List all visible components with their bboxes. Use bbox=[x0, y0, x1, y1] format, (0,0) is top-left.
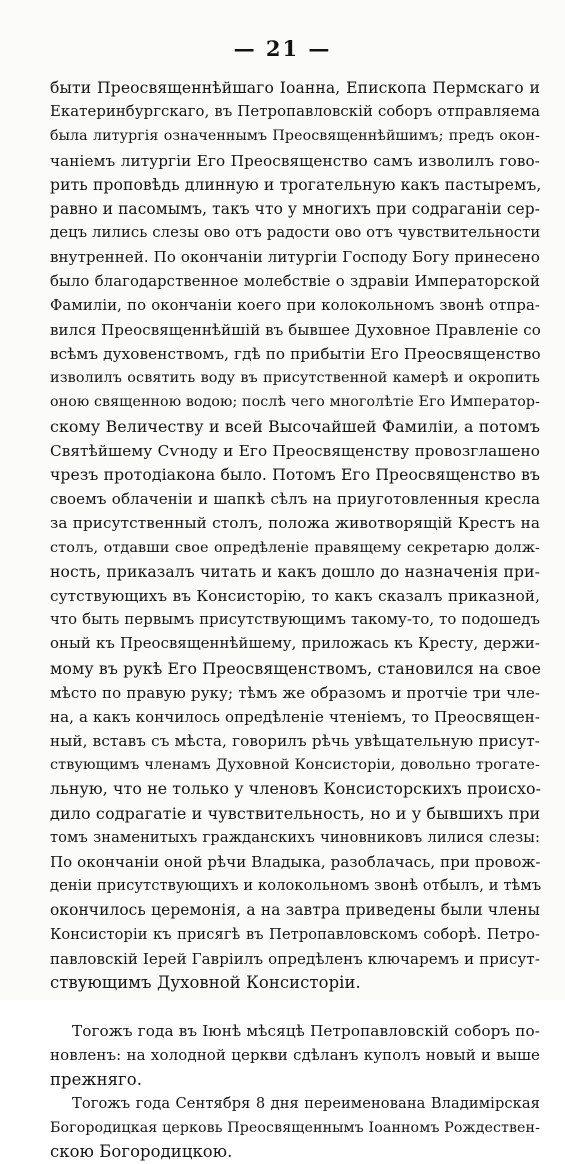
text-line: павловскій Іерей Гавріилъ опредѣленъ ключаремъ и присут- bbox=[50, 949, 540, 968]
text-line: По окончаніи оной рѣчи Владыка, разоблачась, при провож- bbox=[50, 853, 541, 871]
text-line: своемъ облаченіи и шапкѣ сѣлъ на приуготовленныя кресла bbox=[50, 490, 540, 509]
text-line: чаніемъ литургіи Его Преосвященство самъ изволилъ гово- bbox=[50, 151, 540, 170]
text-line: сутствующихъ въ Консисторію, то какъ сказалъ приказной, bbox=[50, 586, 540, 605]
text-line: Святѣйшему Сѵноду и Его Преосвященству провозглашено bbox=[50, 441, 540, 460]
text-line: Фамиліи, по окончаніи коего при колокольномъ звонѣ отпра- bbox=[50, 296, 540, 314]
text-line: льную, что не только у членовъ Консисторскихъ происхо- bbox=[50, 779, 542, 799]
body-text bbox=[50, 76, 540, 1164]
paragraph-3 bbox=[50, 1092, 540, 1164]
text-line: ствующимъ членамъ Духовной Консисторіи, довольно трогате- bbox=[50, 757, 540, 774]
text-line: на, а какъ кончилось опредѣленіе чтеніемъ, то Преосвящен- bbox=[50, 707, 540, 726]
text-line: было благодарственное молебствіе о здравіи Императорской bbox=[50, 272, 540, 290]
text-line: вился Преосвященнѣйшій въ бывшее Духовное Правленіе со bbox=[50, 320, 541, 339]
text-line: Богородицкая церковь Преосвященнымъ Іоанномъ Рождествен- bbox=[50, 1119, 540, 1136]
text-line: столъ, отдавши свое опредѣленіе правящему секретарю долж- bbox=[50, 539, 540, 556]
page-number: — 21 — bbox=[233, 36, 332, 61]
text-line: скому Величеству и всей Высочайшей Фамиліи, а потомъ bbox=[50, 416, 540, 436]
text-line: оною священною водою; послѣ чего многолѣтіе Его Император- bbox=[50, 394, 540, 411]
text-line: ствующимъ Духовной Консисторіи. bbox=[50, 972, 361, 992]
text-line: децъ лились слезы ово отъ радости ово отъ чувствительности bbox=[50, 224, 541, 242]
text-line: всѣмъ духовенствомъ, гдѣ по прибытіи Его Преосвященство bbox=[50, 345, 541, 364]
text-line: оный къ Преосвященнѣйшему, приложась къ Кресту, держи- bbox=[50, 635, 540, 653]
text-line: за присутственный столъ, положа животворящій Крестъ на bbox=[50, 514, 540, 533]
text-line: что быть первымъ присутствующимъ такому-то, то подошедъ bbox=[50, 611, 540, 629]
paragraph-2 bbox=[50, 1019, 540, 1092]
text-line: томъ знаменитыхъ гражданскихъ чиновниковъ лилися слезы: bbox=[50, 828, 540, 846]
text-line: рить проповѣдь длинную и трогательную какъ пастыремъ, bbox=[50, 175, 542, 194]
text-line: Екатеринбургскаго, въ Петропавловскій соборъ отправляема bbox=[50, 103, 540, 121]
text-line: окончилось церемонія, а на завтра приведены были члены bbox=[50, 901, 540, 920]
text-line: Тогожъ года Сентября 8 дня переименована Владимірская bbox=[72, 1094, 540, 1112]
text-line: была литургія означеннымъ Преосвященнѣйшимъ; предъ окон- bbox=[50, 128, 540, 145]
text-line: внутренней. По окончаніи литургіи Господу Богу принесено bbox=[50, 248, 540, 267]
text-line: чрезъ протодіакона было. Потомъ Его Преосвященство въ bbox=[50, 466, 540, 484]
text-line: быти Преосвященнѣйшаго Іоанна, Епископа Пермскаго и bbox=[50, 79, 540, 97]
text-line: Тогожъ года въ Іюнѣ мѣсяцѣ Петропавловскій соборъ по- bbox=[72, 1022, 540, 1041]
text-line: Консисторіи къ присягѣ въ Петропавловскомъ соборѣ. Петро- bbox=[50, 925, 540, 943]
paragraph-1 bbox=[50, 76, 540, 995]
text-line: мому въ рукѣ Его Преосвященствомъ, становился на свое bbox=[50, 658, 542, 678]
text-line: мѣсто по правую руку; тѣмъ же образомъ и протчіе три чле- bbox=[50, 683, 540, 702]
text-line: ность, приказалъ читать и какъ дошло до назначенія при- bbox=[50, 562, 540, 581]
text-line: ный, вставъ съ мѣста, говорилъ рѣчь увѣщательную присут- bbox=[50, 732, 540, 751]
text-line: новленъ: на холодной церкви сдѣланъ куполъ новый и выше bbox=[50, 1046, 540, 1065]
text-line: дило содрагатіе и чувствительность, но и у бывшихъ при bbox=[50, 803, 541, 823]
text-line: деніи присутствующихъ и колокольномъ звонѣ отбылъ, и тѣмъ bbox=[50, 877, 542, 895]
text-line: изволилъ освятить воду въ присутственной камерѣ и окропить bbox=[50, 370, 540, 387]
text-line: скою Богородицкою. bbox=[50, 1142, 233, 1162]
text-line: прежняго. bbox=[50, 1069, 143, 1089]
text-line: равно и пасомымъ, такъ что у многихъ при содраганіи сер- bbox=[50, 199, 540, 218]
paragraph-gap bbox=[50, 995, 540, 1019]
